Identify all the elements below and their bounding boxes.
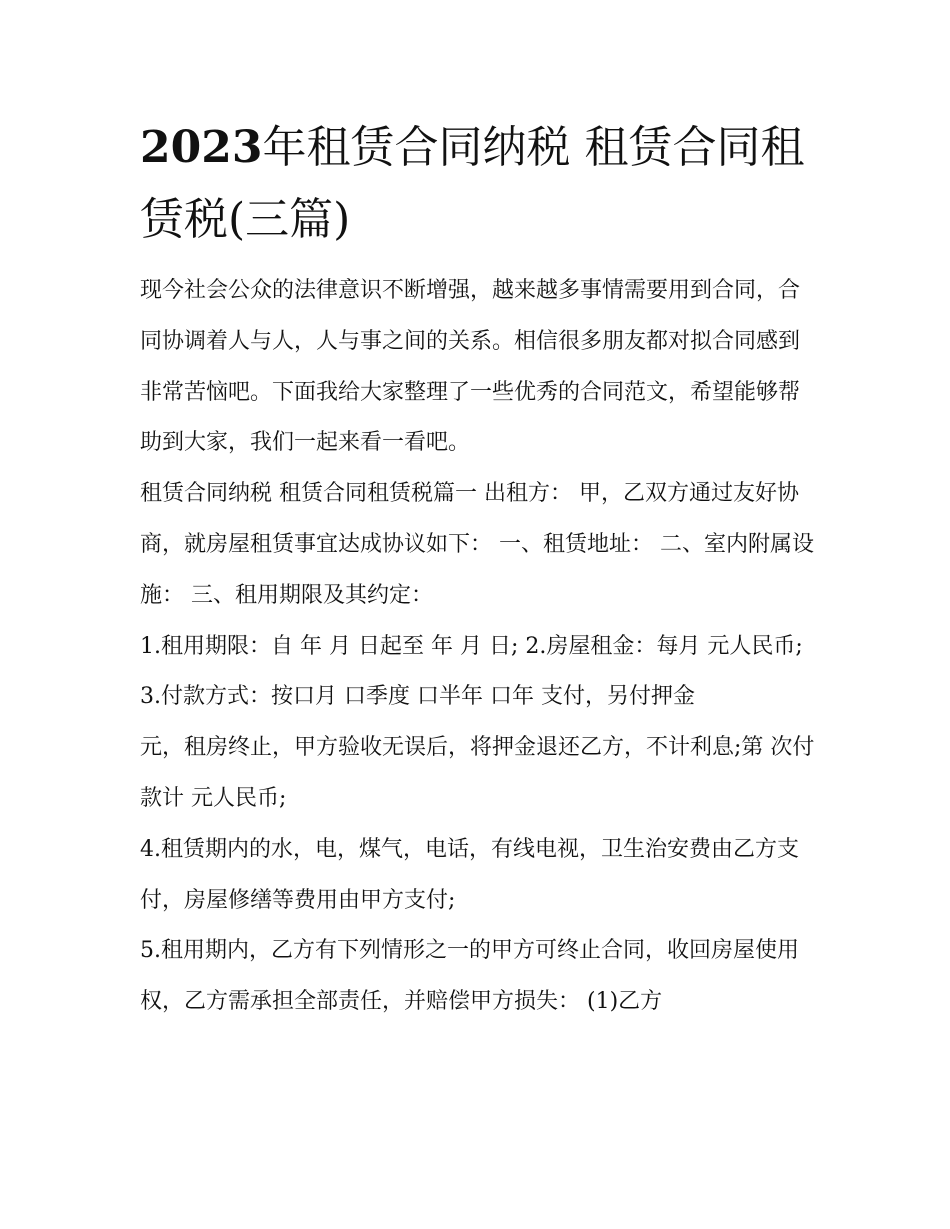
termination-paragraph: 5.租用期内，乙方有下列情形之一的甲方可终止合同，收回房屋使用权，乙方需承担全部责任，并赔偿甲方损失： (1)乙方 [140, 938, 799, 1015]
deposit-paragraph: 元，租房终止，甲方验收无误后，将押金退还乙方，不计利息;第 次付款计 元人民币; [140, 735, 815, 811]
rental-terms-paragraph: 1.租用期限：自 年 月 日起至 年 月 日; 2.房屋租金：每月 元人民币; 3.付款方式：按口月 口季度 口半年 口年 支付，另付押金 [140, 633, 803, 710]
utilities-paragraph: 4.租赁期内的水，电，煤气，电话，有线电视，卫生治安费由乙方支付，房屋修缮等费用由甲方支付; [140, 836, 799, 913]
document-title [140, 112, 815, 256]
contract-header-paragraph: 租赁合同纳税 租赁合同租赁税篇一 出租方： 甲，乙双方通过友好协商，就房屋租赁事宜达成协议如下： 一、租赁地址： 二、室内附属设施： 三、租用期限及其约定： [140, 481, 814, 608]
title-year: 2023 [140, 122, 263, 173]
intro-paragraph: 现今社会公众的法律意识不断增强，越来越多事情需要用到合同，合同协调着人与人，人与事之间的关系。相信很多朋友都对拟合同感到非常苦恼吧。下面我给大家整理了一些优秀的合同范文，希望能够帮助到大家，我们一起来看一看吧。 [140, 278, 801, 456]
document-body [140, 112, 815, 1028]
title-text: 年租赁合同纳税 租赁合同租赁税(三篇) [140, 122, 805, 245]
